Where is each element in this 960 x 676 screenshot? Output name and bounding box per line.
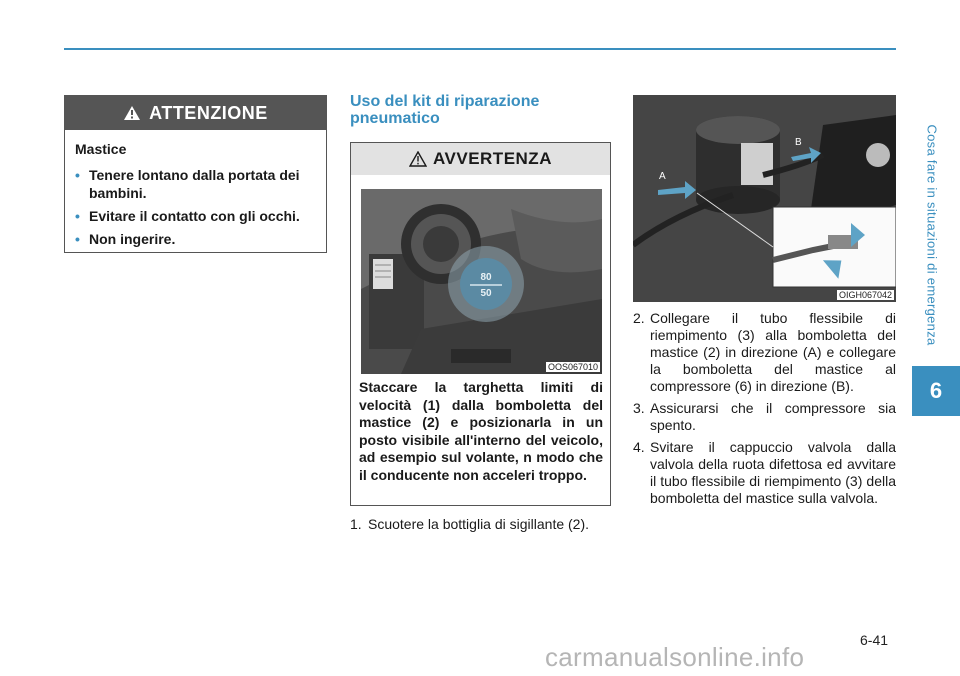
step-number: 2.	[633, 310, 645, 326]
compressor-illustration	[633, 95, 896, 302]
list-item: • Evitare il contatto con gli occhi.	[75, 208, 300, 224]
attenzione-title: ATTENZIONE	[149, 102, 268, 123]
chapter-number: 6	[929, 378, 943, 403]
step-number: 4.	[633, 439, 645, 455]
bullet-icon: •	[75, 231, 80, 247]
step-item	[350, 516, 612, 533]
avvertenza-title: AVVERTENZA	[433, 149, 552, 168]
dashboard-illustration	[361, 189, 602, 374]
list-item: • Tenere lontano dalla portata dei bambini.	[75, 167, 300, 201]
arrow-label-b: B	[795, 137, 802, 148]
attenzione-box	[64, 95, 327, 253]
chapter-tab[interactable]	[912, 366, 960, 416]
step-text: Collegare il tubo flessibile di riempimento (3) alla bomboletta del mastice (2) in direzione (A) e collegare la bomboletta del mastice al compressore (6) in direzione (B).	[650, 310, 896, 394]
steps-right	[633, 310, 896, 512]
chapter-side-label	[912, 110, 952, 360]
avvertenza-header	[351, 143, 610, 175]
bullet-icon: •	[75, 167, 80, 183]
arrow-label-a: A	[659, 171, 666, 182]
page-number: 6-41	[860, 632, 889, 648]
list-item: • Non ingerire.	[75, 231, 176, 247]
steps-left	[350, 516, 612, 533]
step-number: 1.	[350, 516, 362, 532]
step-item	[633, 439, 896, 507]
attenzione-list	[75, 166, 316, 248]
step-text: Scuotere la bottiglia di sigillante (2).	[368, 516, 590, 532]
step-item	[633, 400, 896, 434]
avvertenza-box	[350, 142, 611, 506]
attenzione-subtitle: Mastice	[75, 141, 127, 157]
image-code: OIGH067042	[838, 290, 892, 300]
step-text: Svitare il cappuccio valvola dalla valvola della ruota difettosa ed avvitare il tubo flessibile di riempimento (3) della bomboletta del mastice sulla valvola.	[650, 439, 896, 506]
chapter-title: Cosa fare in situazioni di emergenza	[924, 124, 940, 346]
step-item	[633, 310, 896, 395]
section-title: Uso del kit di riparazione pneumatico	[350, 93, 540, 127]
avvertenza-text: Staccare la targhetta limiti di velocità (1) dalla bomboletta del mastice (2) e posizionarla in un posto visibile all'interno del veicolo, ad esempio sul volante, n modo che il conducente non acceleri troppo.	[359, 379, 603, 483]
warning-icon	[123, 105, 141, 121]
step-number: 3.	[633, 400, 645, 416]
top-rule	[64, 48, 896, 50]
warning-icon	[409, 151, 427, 167]
dial-top-label: 80	[480, 272, 492, 283]
bullet-icon: •	[75, 208, 80, 224]
step-text: Assicurarsi che il compressore sia spento.	[650, 400, 896, 433]
attenzione-header	[65, 96, 326, 130]
image-code: OOS067010	[547, 362, 598, 372]
watermark: carmanualsonline.info	[545, 642, 805, 672]
dial-bottom-label: 50	[480, 288, 492, 299]
